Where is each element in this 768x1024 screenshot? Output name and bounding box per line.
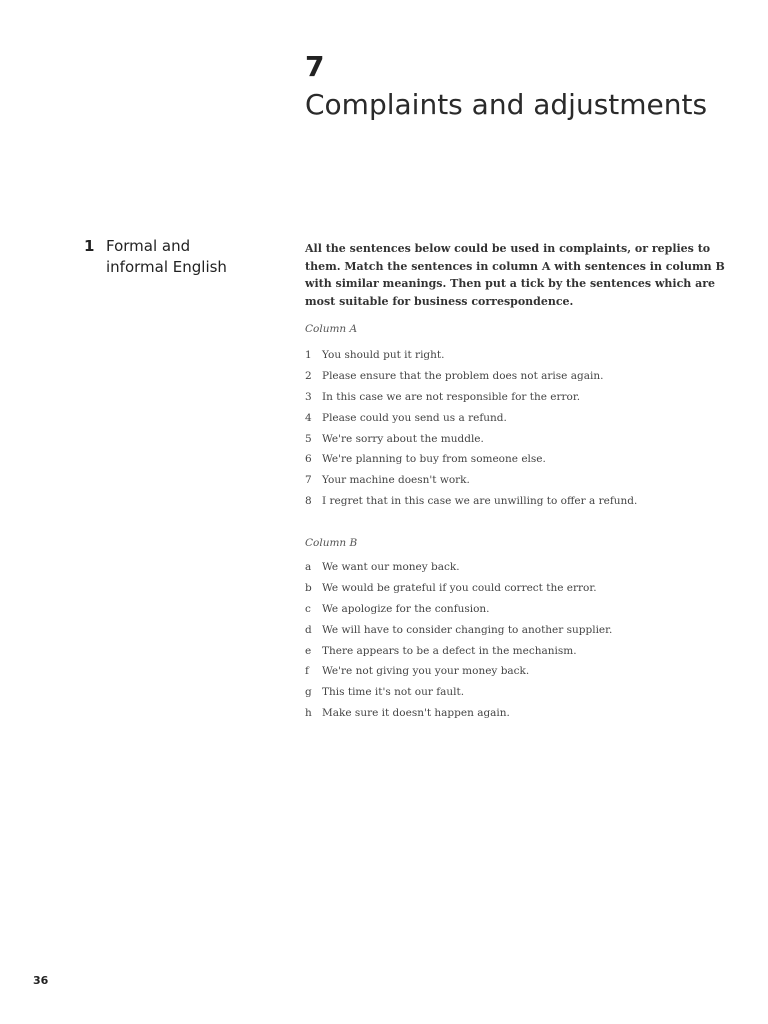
item-text: Make sure it doesn't happen again. (322, 707, 510, 720)
item-text: I regret that in this case we are unwilling to offer a refund. (322, 495, 638, 508)
item-marker: 6 (305, 453, 312, 466)
item-text: We're planning to buy from someone else. (322, 453, 546, 466)
item-text: Please ensure that the problem does not arise again. (322, 369, 604, 382)
list-item (305, 491, 637, 512)
item-marker: 2 (305, 369, 312, 382)
list-item (305, 449, 637, 470)
item-text: We're not giving you your money back. (322, 665, 530, 678)
column-a-title: Column A (305, 323, 358, 335)
list-item (305, 661, 612, 682)
list-item (305, 703, 612, 724)
item-text: Your machine doesn't work. (322, 474, 470, 487)
item-marker: c (305, 602, 311, 615)
exercise-instructions: All the sentences below could be used in complaints, or replies to them. Match the sentences in column A with sentences in column B with similar meanings. Then put a tick by the sentences which are most suitable for business correspondence. (305, 242, 725, 308)
item-marker: 7 (305, 474, 312, 487)
page-number: 36 (33, 974, 49, 987)
section-title-line1: Formal and (106, 237, 191, 255)
item-marker: 4 (305, 411, 312, 424)
item-marker: g (305, 686, 312, 699)
item-marker: d (305, 623, 312, 636)
section-heading (84, 236, 227, 278)
list-item (305, 682, 612, 703)
chapter-number: 7 (305, 50, 325, 83)
column-b-title: Column B (305, 537, 358, 549)
list-item (305, 345, 637, 366)
list-item (305, 408, 637, 429)
item-text: We want our money back. (322, 561, 460, 573)
chapter-title: Complaints and adjustments (305, 88, 708, 121)
item-marker: e (305, 644, 312, 657)
column-a-list (305, 345, 637, 512)
item-text: We're sorry about the muddle. (322, 432, 484, 445)
item-text: We apologize for the confusion. (322, 602, 490, 615)
item-marker: 5 (305, 432, 312, 445)
item-text: We would be grateful if you could correct the error. (322, 581, 597, 594)
list-item (305, 599, 612, 620)
list-item (305, 620, 612, 641)
section-title-line2: informal English (106, 258, 227, 276)
list-item (305, 366, 637, 387)
item-marker: 8 (305, 495, 312, 508)
item-marker: 1 (305, 349, 312, 361)
list-item (305, 557, 612, 578)
item-marker: h (305, 707, 312, 720)
list-item (305, 470, 637, 491)
section-number: 1 (84, 237, 95, 255)
column-b-list (305, 557, 612, 724)
item-text: This time it's not our fault. (322, 686, 465, 699)
list-item (305, 578, 612, 599)
item-marker: a (305, 561, 312, 573)
item-marker: f (305, 665, 309, 678)
item-text: You should put it right. (322, 349, 445, 361)
item-text: We will have to consider changing to another supplier. (322, 623, 613, 636)
list-item (305, 387, 637, 408)
item-marker: b (305, 581, 312, 594)
list-item (305, 641, 612, 662)
item-text: In this case we are not responsible for the error. (322, 390, 581, 403)
item-text: There appears to be a defect in the mechanism. (322, 644, 577, 657)
item-marker: 3 (305, 390, 312, 403)
item-text: Please could you send us a refund. (322, 411, 507, 424)
list-item (305, 429, 637, 450)
